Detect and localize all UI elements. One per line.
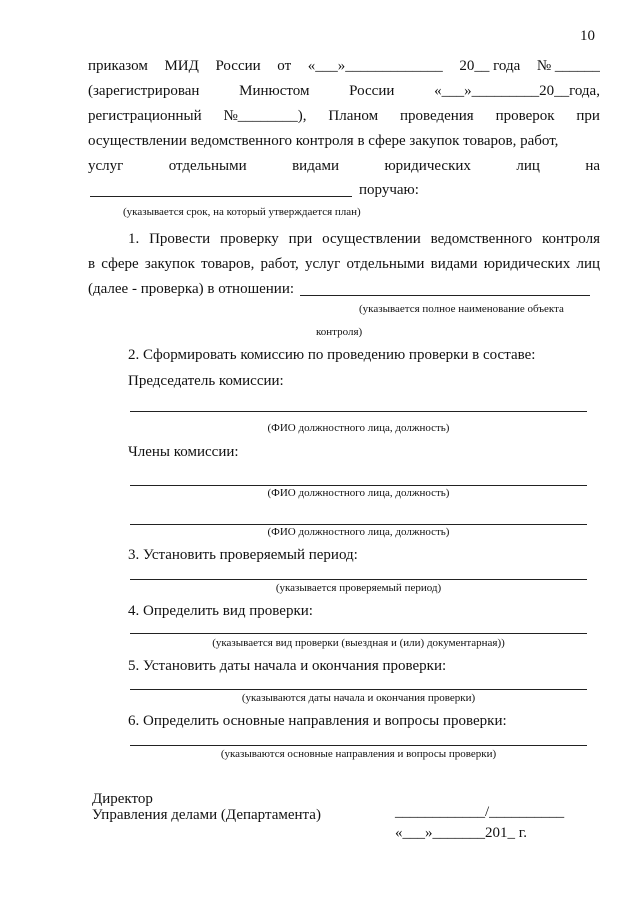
control-object-caption-1: (указывается полное наименование объекта [359,303,564,315]
word: Минюстом [239,83,310,99]
control-object-line [300,295,590,296]
word: регистрационный [88,108,202,124]
item1-line-1: 1. Провести проверку при осуществлении ведомственного контроля [128,231,600,247]
member2-caption: (ФИО должностного лица, должность) [267,526,450,538]
signature-date: «___»_______201_ г. [395,825,527,841]
item2-text: 2. Сформировать комиссию по проведению проверки в составе: [128,347,536,363]
word: лиц [516,158,540,174]
page-number: 10 [580,28,595,44]
intro-line-3 [88,108,600,125]
word: услуг [88,158,124,174]
word: видами [292,158,339,174]
signature-line: ____________/__________ [395,804,565,820]
intro-line-6: поручаю: [359,182,419,198]
word: приказом [88,58,148,74]
item4-text: 4. Определить вид проверки: [128,603,313,619]
word: от [277,58,292,74]
word: России [349,83,395,99]
members-label: Члены комиссии: [128,444,239,460]
date-blank: «___»_____________ [307,58,443,74]
word: отдельными [168,158,247,174]
word: (зарегистрирован [88,83,200,99]
plan-period-line [90,196,352,197]
item3-caption: (указывается проверяемый период) [275,582,442,594]
item3-line [130,579,587,580]
registration-date-blank: «___»_________20__года, [434,83,600,99]
number-blank: № ______ [536,58,600,74]
item5-text: 5. Установить даты начала и окончания проверки: [128,658,447,674]
item4-line [130,633,587,634]
word: на [585,158,600,174]
item3-text: 3. Установить проверяемый период: [128,547,358,563]
intro-line-4: осуществлении ведомственного контроля в сфере закупок товаров, работ, [88,133,559,149]
registration-number-blank: №________), [223,108,307,124]
chairman-line [130,411,587,412]
intro-line-5 [88,158,600,175]
word: Планом [328,108,379,124]
member1-line [130,485,587,486]
word: юридических [384,158,471,174]
item4-caption: (указывается вид проверки (выездная и (или) документарная)) [212,637,505,649]
member1-caption: (ФИО должностного лица, должность) [267,487,450,499]
item5-caption: (указываются даты начала и окончания проверки) [241,692,476,704]
word: МИД [164,58,199,74]
member2-line [130,524,587,525]
signer-title-1: Директор [92,791,153,807]
intro-line-1 [88,58,600,75]
word: России [215,58,261,74]
item6-caption: (указываются основные направления и вопросы проверки) [220,748,497,760]
item6-line [130,745,587,746]
item1-line-3: (далее - проверка) в отношении: [88,281,295,297]
word: при [576,108,600,124]
year-blank: 20__ года [459,58,521,74]
signer-title-2: Управления делами (Департамента) [92,807,321,823]
chairman-caption: (ФИО должностного лица, должность) [267,422,450,434]
item6-text: 6. Определить основные направления и вопросы проверки: [128,713,507,729]
word: проведения [399,108,474,124]
intro-line-2 [88,83,600,100]
chairman-label: Председатель комиссии: [128,373,284,389]
plan-period-caption: (указывается срок, на который утверждается план) [123,206,361,218]
control-object-caption-2: контроля) [316,326,363,338]
item1-line-2: в сфере закупок товаров, работ, услуг отдельными видами юридических лиц [88,256,600,272]
item5-line [130,689,587,690]
word: проверок [495,108,555,124]
